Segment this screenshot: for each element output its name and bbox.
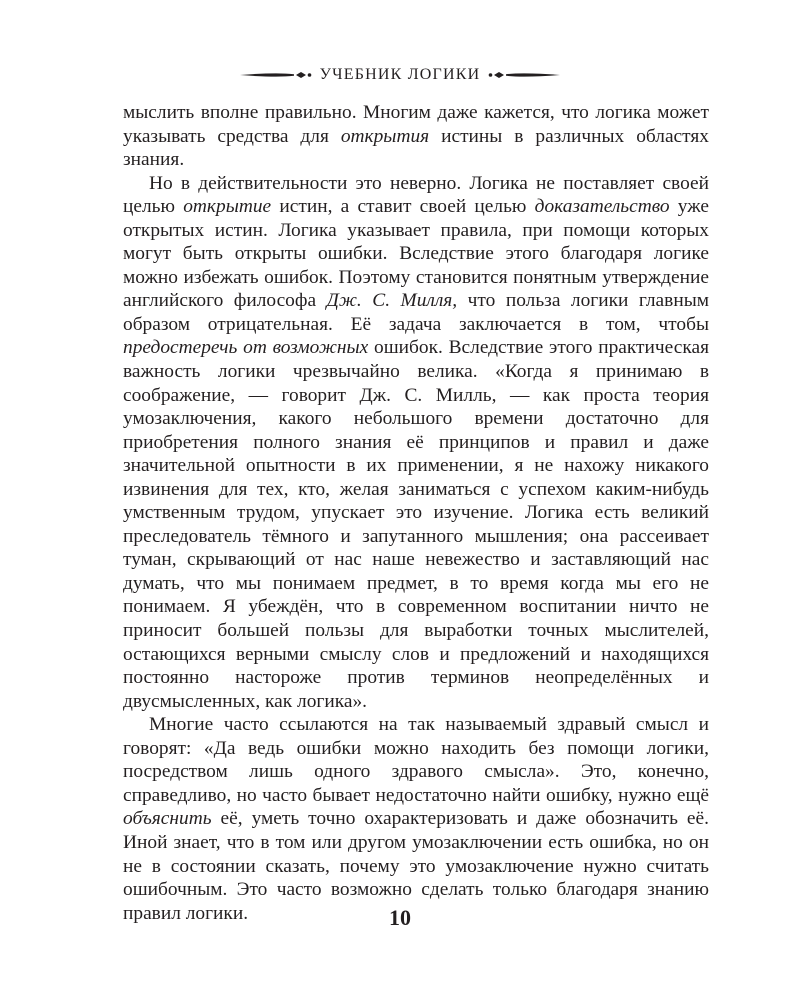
p2-text-4: что польза логики главным образом отрицательная. Её задача заключается в том, чтобы bbox=[123, 290, 709, 335]
p3-text-1: Многие часто ссылаются на так называемый здравый смысл и говорят: «Да ведь ошибки можно находить без помощи логики, посредством лишь одного здравого смысла». Это, конечно, справедливо, но часто бывает недостаточно найти ошибку, нужно ещё bbox=[123, 714, 709, 806]
body-text bbox=[123, 101, 709, 925]
p2-emphasis-2: доказательство bbox=[534, 196, 670, 218]
p2-text-1: Но в действительности это неверно. Логика не поставляет своей целью bbox=[123, 172, 709, 218]
running-head-title: УЧЕБНИК ЛОГИКИ bbox=[319, 66, 481, 83]
p2-text-3: уже открытых истин. Логика указывает правила, при помощи которых могут быть открыты ошибки. Вследствие этого благодаря логике можно избежать ошибок. Поэтому становится понятным утверждение английского философа bbox=[123, 196, 709, 312]
running-head bbox=[0, 63, 800, 87]
p3-text-2: её, уметь точно охарактеризовать и даже обозначить её. Иной знает, что в том или другом умозаключении есть ошибка, но он не в состоянии сказать, почему это умозаключение нужно считать ошибочным. Это часто возможно сделать только благодаря знанию правил логики. bbox=[123, 808, 709, 924]
page-number: 10 bbox=[389, 905, 411, 930]
paragraph-1 bbox=[123, 101, 709, 172]
right-ornament-icon bbox=[488, 69, 560, 81]
p1-emphasis-1: открытия bbox=[340, 125, 430, 147]
p2-text-5: ошибок. Вследствие этого практическая важность логики чрезвычайно велика. «Когда я принимаю в соображение, — говорит Дж. С. Милль, — как проста теория умозаключения, какого небольшого времени достаточно для приобретения полного знания её принципов и правил и даже значительной опытности в их применении, я не нахожу никакого извинения для тех, кто, желая заниматься с успехом каким-нибудь умственным трудом, упускает это изучение. Логика есть великий преследователь тёмного и запутанного мышления; она рассеивает туман, скрывающий от нас наше невежество и заставляющий нас думать, что мы понимаем предмет, в то время когда мы его не понимаем. Я убеждён, что в современном воспитании ничто не приносит большей пользы для выработки точных мыслителей, остающихся верными смыслу слов и предложений и находящихся постоянно настороже против терминов неопределённых и двусмысленных, как логика». bbox=[123, 337, 709, 712]
p2-text-2: истин, а ставит своей целью bbox=[271, 196, 535, 218]
p2-emphasis-4: предостеречь от возможных bbox=[123, 337, 369, 359]
p1-text-2: истины в различных областях знания. bbox=[123, 125, 709, 171]
paragraph-3 bbox=[123, 713, 709, 925]
left-ornament-icon bbox=[240, 69, 312, 81]
p2-emphasis-1: открытие bbox=[183, 196, 272, 218]
paragraph-2 bbox=[123, 172, 709, 714]
p3-emphasis-1: объяснить bbox=[123, 808, 212, 830]
p1-text-1: мыслить вполне правильно. Многим даже кажется, что логика может указывать средства для bbox=[123, 102, 709, 147]
p2-emphasis-3: Дж. С. Милля, bbox=[326, 290, 458, 312]
